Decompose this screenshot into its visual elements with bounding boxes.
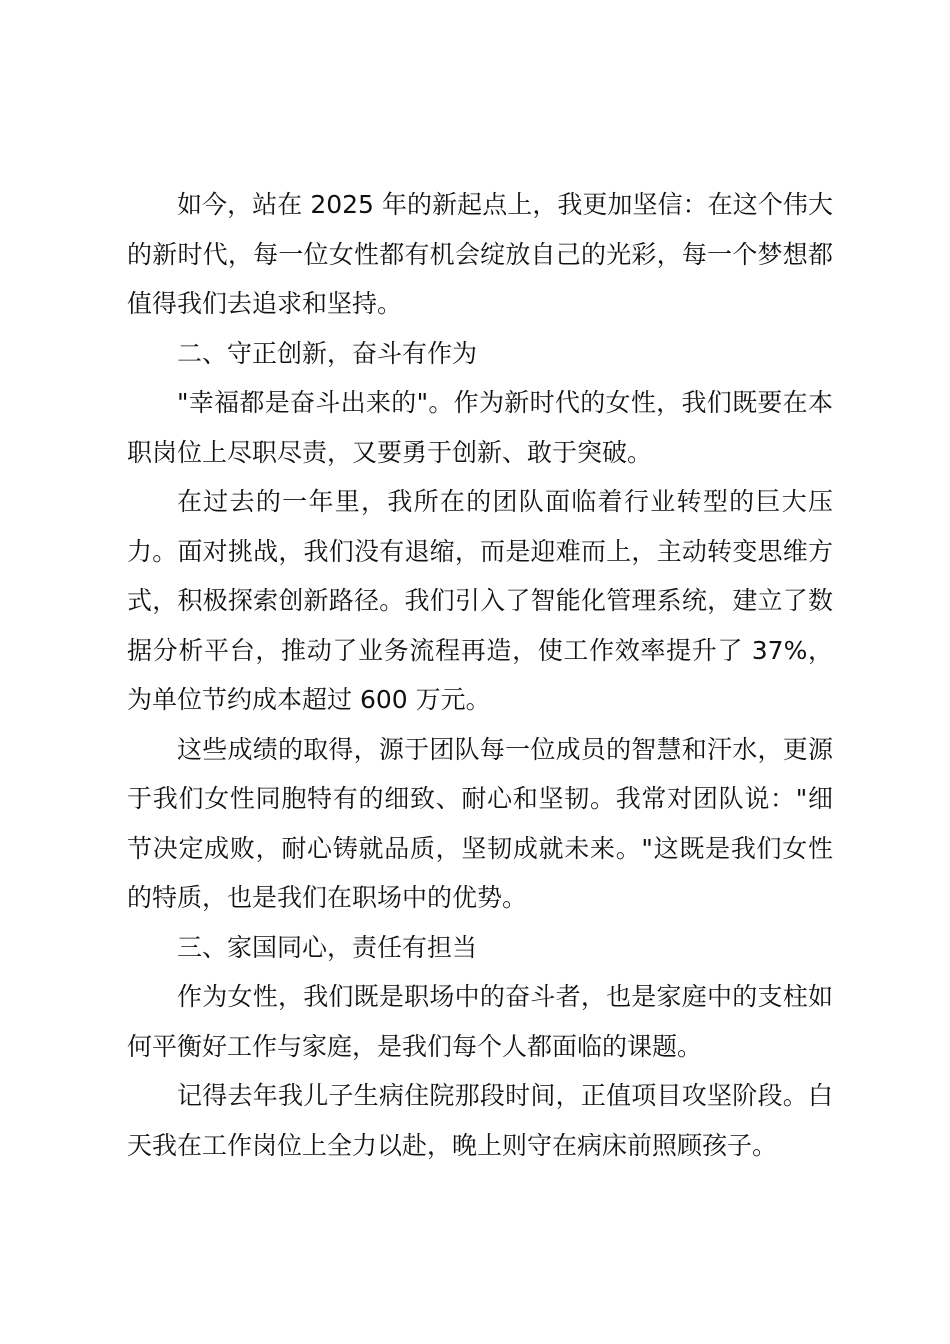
- paragraph-team-achievements: 这些成绩的取得，源于团队每一位成员的智慧和汗水，更源于我们女性同胞特有的细致、耐心和坚韧。我常对团队说："细节决定成败，耐心铸就品质，坚韧成就未来。"这既是我们女性的特质，也是我们在职场中的优势。: [127, 734, 833, 912]
- section-heading-2: 二、守正创新，奋斗有作为: [177, 338, 478, 368]
- paragraph-happiness-from-struggle: "幸福都是奋斗出来的"。作为新时代的女性，我们既要在本职岗位上尽职尽责，又要勇于创新、敢于突破。: [127, 388, 833, 467]
- paragraph-new-starting-point: 如今，站在 2025 年的新起点上，我更加坚信：在这个伟大的新时代，每一位女性都有机会绽放自己的光彩，每一个梦想都值得我们去追求和坚持。: [127, 190, 833, 318]
- paragraph-team-transformation: 在过去的一年里，我所在的团队面临着行业转型的巨大压力。面对挑战，我们没有退缩，而是迎难而上，主动转变思维方式，积极探索创新路径。我们引入了智能化管理系统，建立了数据分析平台，推动了业务流程再造，使工作效率提升了 37%，为单位节约成本超过 600 万元。: [127, 487, 833, 714]
- paragraph-work-family-balance: 作为女性，我们既是职场中的奋斗者，也是家庭中的支柱如何平衡好工作与家庭，是我们每个人都面临的课题。: [127, 982, 833, 1061]
- document-body: [127, 180, 833, 1170]
- paragraph-son-hospital: 记得去年我儿子生病住院那段时间，正值项目攻坚阶段。白天我在工作岗位上全力以赴，晚上则守在病床前照顾孩子。: [127, 1081, 833, 1160]
- section-heading-3: 三、家国同心，责任有担当: [177, 932, 478, 962]
